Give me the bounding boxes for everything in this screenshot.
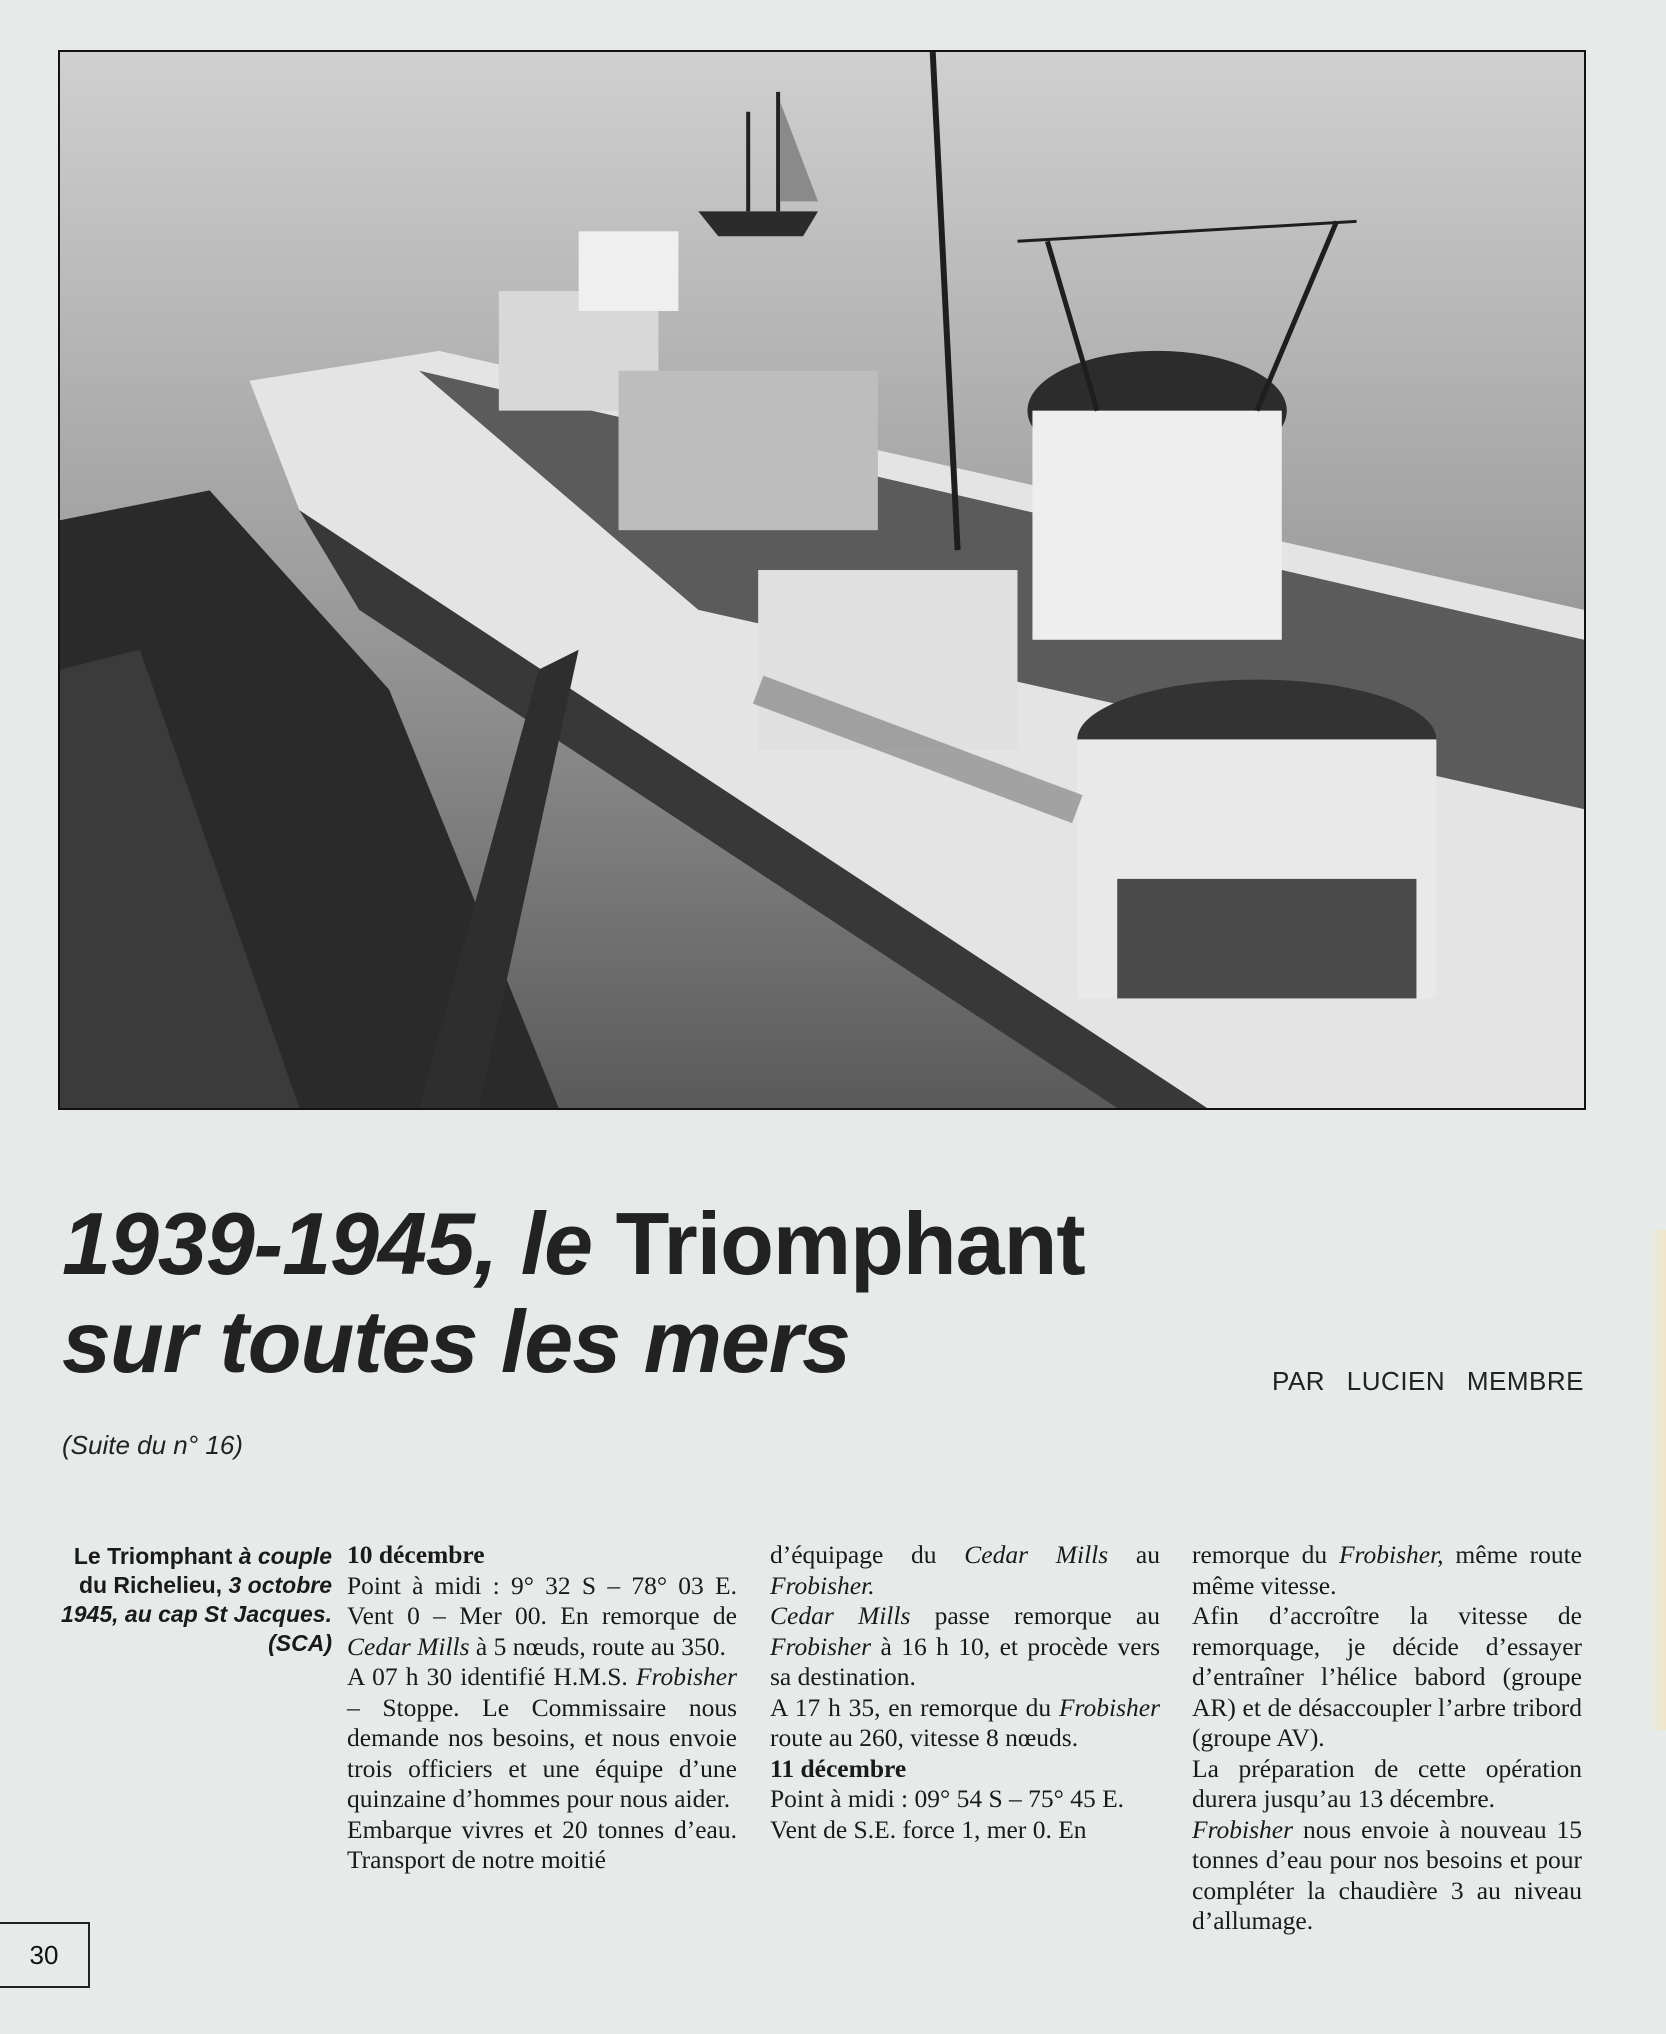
paragraph [1192,1815,1582,1937]
caption-name1: Le Triomphant [73,1543,233,1569]
text-column-2 [770,1540,1160,1845]
ship-name: Frobisher [1058,1692,1160,1722]
paragraph: Vent de S.E. force 1, mer 0. En [770,1814,1087,1844]
paragraph [770,1540,1160,1601]
text-run: même route même vitesse. [1192,1540,1582,1600]
text-run: – Stoppe. Le Commissaire nous demande nos besoins, et nous envoie trois officiers et une équipe d’une quinzaine d’hommes pour nous aider. [347,1692,737,1813]
text-run: Point à midi : 9° 32 S – 78° 03 E. Vent 0 – Mer 00. En remorque de [347,1570,737,1630]
caption-name2: du Richelieu, [78,1572,223,1598]
ship-photo [58,50,1586,1110]
continued-note: (Suite du n° 16) [62,1430,243,1460]
page-number: 30 [0,1922,90,1988]
paragraph [770,1693,1160,1754]
paragraph: La préparation de cette opération durera jusqu’au 13 décembre. [1192,1753,1582,1813]
title-line2: sur toutes les mers [62,1292,850,1391]
caption-text2: 3 octobre 1945, au cap St Jacques. (SCA) [60,1572,332,1656]
paragraph [347,1662,737,1815]
ship-name: Frobisher, [1338,1540,1444,1569]
paragraph: Embarque vivres et 20 tonnes d’eau. Transport de notre moitié [347,1814,737,1874]
text-run: nous envoie à nouveau 15 tonnes d’eau pour nos besoins et pour compléter la chaudière 3 au niveau d’allumage. [1192,1814,1582,1935]
paragraph: Point à midi : 09° 54 S – 75° 45 E. [770,1784,1125,1813]
text-run: à 5 nœuds, route au 350. [469,1631,726,1661]
date-heading: 10 décembre [347,1540,485,1569]
text-column-1 [347,1540,737,1876]
ship-name: Frobisher. [770,1570,875,1600]
title-ship-name: Triomphant [615,1194,1085,1293]
text-run: route au 260, vitesse 8 nœuds. [770,1723,1079,1752]
paragraph: Afin d’accroître la vitesse de remorquage, je décide d’essayer d’entraîner l’hélice babord (groupe AR) et de désaccoupler l’arbre tribord (groupe AV). [1192,1601,1582,1752]
text-run: remorque du [1192,1540,1339,1569]
text-run: A 17 h 35, en remorque du [770,1692,1059,1722]
page-edge [1648,1230,1666,1730]
ship-name: Cedar Mills [964,1540,1109,1569]
text-run: au [1108,1540,1160,1569]
text-run: passe remorque au [910,1601,1160,1630]
paragraph [770,1601,1160,1693]
text-column-3 [1192,1540,1582,1937]
text-run: A 07 h 30 identifié H.M.S. [347,1662,636,1691]
date-heading: 11 décembre [770,1753,907,1783]
title-years: 1939-1945, le [62,1194,593,1293]
paragraph [1192,1540,1582,1601]
ship-photo-icon [60,52,1584,1108]
ship-name: Cedar Mills [347,1631,470,1661]
caption-text1: à couple [238,1543,332,1569]
paragraph [347,1571,737,1663]
author-byline: PAR LUCIEN MEMBRE [1272,1366,1584,1396]
ship-name: Cedar Mills [770,1601,911,1630]
ship-name: Frobisher [1192,1814,1294,1844]
ship-name: Frobisher [770,1631,872,1661]
article-title [62,1195,1085,1391]
text-run: à 16 h 10, et procède vers sa destination. [770,1631,1160,1691]
text-run: d’équipage du [770,1540,965,1569]
ship-name: Frobisher [635,1662,737,1691]
photo-caption [40,1542,332,1658]
